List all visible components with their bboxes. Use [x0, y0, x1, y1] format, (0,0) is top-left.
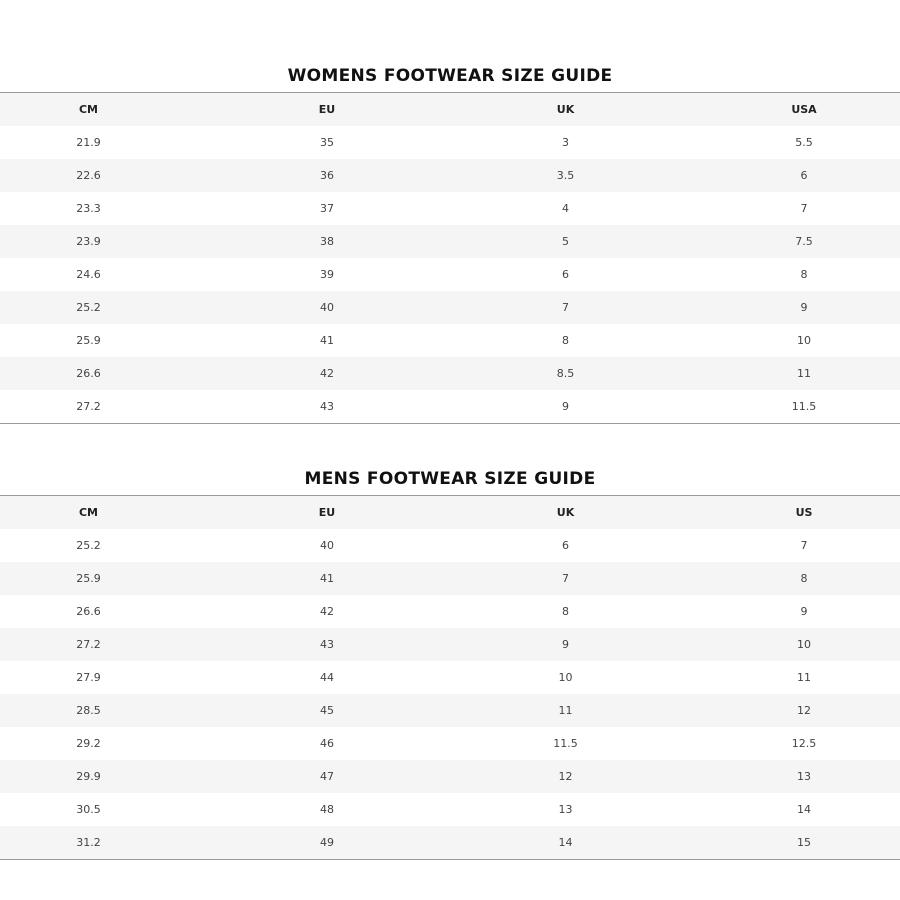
cell-uk: 11.5 [553, 737, 578, 750]
cell-eu: 40 [320, 539, 334, 552]
cell-eu: 43 [320, 400, 334, 413]
cell-us-size: 9 [800, 605, 808, 618]
table-row [0, 562, 900, 595]
cell-us-size: 15 [797, 836, 811, 849]
column-header-uk: UK [556, 506, 575, 519]
cell-uk: 3.5 [556, 169, 575, 182]
cell-us-size: 14 [797, 803, 811, 816]
cell-cm: 27.2 [76, 638, 101, 651]
cell-eu: 42 [320, 367, 334, 380]
cell-cm: 26.6 [76, 367, 101, 380]
cell-eu: 38 [320, 235, 334, 248]
table-row [0, 192, 900, 225]
womens-guide-title: WOMENS FOOTWEAR SIZE GUIDE [287, 66, 613, 86]
cell-eu: 47 [320, 770, 334, 783]
cell-cm: 23.9 [76, 235, 101, 248]
column-header-cm: CM [78, 103, 99, 116]
cell-eu: 35 [320, 136, 334, 149]
cell-cm: 25.2 [76, 301, 101, 314]
table-row [0, 661, 900, 694]
cell-uk: 9 [562, 400, 569, 413]
cell-us-size: 11 [797, 671, 811, 684]
column-header-cm: CM [78, 506, 99, 519]
cell-uk: 14 [558, 836, 573, 849]
cell-uk: 8 [562, 334, 569, 347]
womens-size-guide [0, 60, 900, 424]
column-header-us: US [795, 506, 813, 519]
cell-us-size: 6 [800, 169, 808, 182]
cell-us-size: 10 [797, 334, 811, 347]
cell-us-size: 13 [797, 770, 811, 783]
cell-us-size: 9 [800, 301, 808, 314]
table-row [0, 390, 900, 424]
table-row [0, 225, 900, 258]
cell-eu: 36 [320, 169, 334, 182]
cell-us-size: 7 [800, 539, 808, 552]
cell-us-size: 12 [797, 704, 811, 717]
table-row [0, 760, 900, 793]
cell-us-size: 10 [797, 638, 811, 651]
cell-us-size: 5.5 [795, 136, 813, 149]
cell-uk: 7 [562, 301, 569, 314]
table-row [0, 628, 900, 661]
cell-cm: 29.9 [76, 770, 101, 783]
table-row [0, 727, 900, 760]
cell-cm: 28.5 [76, 704, 101, 717]
cell-eu: 42 [320, 605, 334, 618]
cell-uk: 12 [558, 770, 573, 783]
table-row [0, 793, 900, 826]
cell-us-size: 7 [800, 202, 808, 215]
column-header-usa: USA [791, 103, 817, 116]
cell-us-size: 8 [800, 268, 808, 281]
cell-cm: 24.6 [76, 268, 101, 281]
cell-eu: 41 [320, 572, 334, 585]
cell-cm: 27.2 [76, 400, 101, 413]
table-row [0, 324, 900, 357]
cell-cm: 25.9 [76, 572, 101, 585]
cell-cm: 25.2 [76, 539, 101, 552]
mens-guide-title: MENS FOOTWEAR SIZE GUIDE [304, 469, 596, 489]
mens-size-table [0, 495, 900, 860]
cell-cm: 30.5 [76, 803, 101, 816]
cell-uk: 5 [562, 235, 569, 248]
table-row [0, 258, 900, 291]
cell-us-size: 7.5 [795, 235, 813, 248]
cell-us-size: 12.5 [791, 737, 817, 750]
cell-cm: 21.9 [76, 136, 101, 149]
cell-uk: 6 [562, 539, 569, 552]
cell-us-size: 11 [797, 367, 811, 380]
table-header-row [0, 93, 900, 127]
cell-eu: 40 [320, 301, 334, 314]
table-row [0, 826, 900, 860]
table-row [0, 126, 900, 159]
cell-cm: 22.6 [76, 169, 101, 182]
cell-cm: 27.9 [76, 671, 101, 684]
cell-eu: 41 [320, 334, 334, 347]
cell-cm: 26.6 [76, 605, 101, 618]
column-header-uk: UK [556, 103, 575, 116]
cell-eu: 45 [320, 704, 334, 717]
womens-size-table [0, 92, 900, 424]
table-row [0, 595, 900, 628]
cell-uk: 8.5 [556, 367, 575, 380]
cell-cm: 25.9 [76, 334, 101, 347]
table-row [0, 529, 900, 562]
cell-uk: 6 [562, 268, 569, 281]
cell-uk: 3 [562, 136, 569, 149]
cell-uk: 4 [562, 202, 569, 215]
cell-us-size: 8 [800, 572, 808, 585]
cell-eu: 37 [320, 202, 334, 215]
cell-us-size: 11.5 [791, 400, 817, 413]
cell-uk: 10 [558, 671, 573, 684]
table-row [0, 694, 900, 727]
cell-eu: 49 [320, 836, 334, 849]
table-row [0, 357, 900, 390]
cell-uk: 11 [558, 704, 573, 717]
cell-eu: 44 [320, 671, 334, 684]
cell-cm: 23.3 [76, 202, 101, 215]
cell-uk: 7 [562, 572, 569, 585]
table-header-row [0, 496, 900, 530]
cell-eu: 39 [320, 268, 334, 281]
cell-cm: 31.2 [76, 836, 101, 849]
table-row [0, 291, 900, 324]
cell-uk: 13 [558, 803, 573, 816]
cell-uk: 8 [562, 605, 569, 618]
mens-size-guide [0, 463, 900, 860]
column-header-eu: EU [318, 103, 336, 116]
table-row [0, 159, 900, 192]
cell-cm: 29.2 [76, 737, 101, 750]
cell-uk: 9 [562, 638, 569, 651]
cell-eu: 46 [320, 737, 334, 750]
cell-eu: 48 [320, 803, 334, 816]
column-header-eu: EU [318, 506, 336, 519]
cell-eu: 43 [320, 638, 334, 651]
